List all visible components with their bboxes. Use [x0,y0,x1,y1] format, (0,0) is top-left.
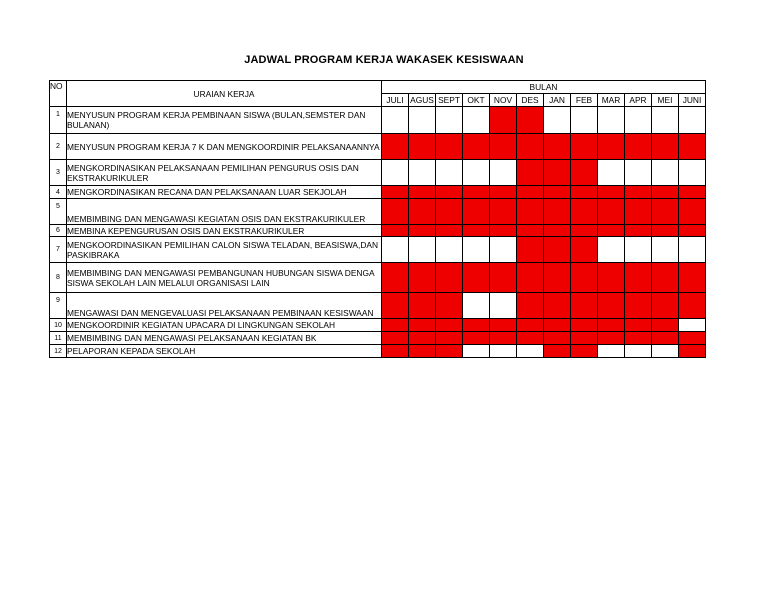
schedule-cell-nov [490,345,517,358]
schedule-cell-juni [679,134,706,160]
schedule-cell-okt [463,263,490,293]
schedule-cell-jan [544,225,571,237]
schedule-cell-mar [598,332,625,345]
schedule-cell-agus [409,319,436,332]
schedule-cell-apr [625,160,652,186]
schedule-cell-okt [463,134,490,160]
schedule-table [49,80,706,358]
row-number: 4 [50,186,67,199]
schedule-cell-apr [625,134,652,160]
page-title: JADWAL PROGRAM KERJA WAKASEK KESISWAAN [244,54,524,66]
schedule-cell-nov [490,225,517,237]
schedule-cell-mei [652,293,679,319]
schedule-cell-des [517,237,544,263]
row-number: 5 [50,199,67,225]
header-month-feb: FEB [571,94,598,107]
table-row [50,332,706,345]
schedule-cell-juli [382,345,409,358]
schedule-cell-feb [571,160,598,186]
schedule-cell-mar [598,225,625,237]
schedule-cell-agus [409,199,436,225]
task-description: MENGKOORDINIR KEGIATAN UPACARA DI LINGKUNGAN SEKOLAH [67,319,382,332]
schedule-cell-agus [409,237,436,263]
schedule-cell-agus [409,345,436,358]
schedule-cell-des [517,293,544,319]
row-number: 3 [50,160,67,186]
task-description: MEMBIMBING DAN MENGAWASI PEMBANGUNAN HUBUNGAN SISWA DENGA SISWA SEKOLAH LAIN MELALUI ORGANISASI LAIN [67,263,382,293]
schedule-cell-okt [463,293,490,319]
schedule-cell-okt [463,186,490,199]
table-row [50,319,706,332]
task-description: MEMBIMBING DAN MENGAWASI PELAKSANAAN KEGIATAN BK [67,332,382,345]
header-month-apr: APR [625,94,652,107]
schedule-cell-juli [382,186,409,199]
schedule-cell-mei [652,225,679,237]
row-number: 10 [50,319,67,332]
schedule-cell-agus [409,225,436,237]
header-month-agus: AGUS [410,95,434,105]
schedule-cell-sept [436,199,463,225]
row-number: 9 [50,293,67,319]
schedule-cell-jan [544,345,571,358]
schedule-cell-okt [463,345,490,358]
schedule-cell-okt [463,160,490,186]
header-row-top [50,81,706,94]
schedule-cell-sept [436,263,463,293]
schedule-cell-juni [679,199,706,225]
schedule-cell-nov [490,293,517,319]
table-row [50,134,706,160]
schedule-cell-feb [571,263,598,293]
schedule-cell-feb [571,319,598,332]
schedule-cell-juli [382,319,409,332]
schedule-cell-juni [679,332,706,345]
task-description: MENGKOORDINASIKAN PEMILIHAN CALON SISWA TELADAN, BEASISWA,DAN PASKIBRAKA [67,237,382,263]
schedule-cell-agus [409,107,436,134]
schedule-cell-mar [598,186,625,199]
schedule-cell-mei [652,319,679,332]
schedule-cell-mei [652,199,679,225]
schedule-cell-agus [409,134,436,160]
schedule-cell-apr [625,345,652,358]
schedule-cell-apr [625,237,652,263]
schedule-cell-sept [436,293,463,319]
schedule-cell-apr [625,332,652,345]
table-row [50,345,706,358]
row-number: 8 [50,263,67,293]
schedule-cell-sept [436,345,463,358]
header-month-mei: MEI [652,94,679,107]
schedule-cell-apr [625,199,652,225]
schedule-cell-juni [679,319,706,332]
schedule-cell-juni [679,160,706,186]
schedule-cell-des [517,319,544,332]
schedule-body [50,107,706,358]
header-month-des: DES [517,94,544,107]
task-description: MEMBIMBING DAN MENGAWASI KEGIATAN OSIS DAN EKSTRAKURIKULER [67,199,382,225]
table-row [50,186,706,199]
schedule-cell-mei [652,332,679,345]
header-month-nov: NOV [490,94,517,107]
table-row [50,293,706,319]
schedule-cell-jan [544,134,571,160]
schedule-cell-feb [571,107,598,134]
schedule-cell-juli [382,225,409,237]
header-month-okt: OKT [463,94,490,107]
schedule-cell-jan [544,186,571,199]
schedule-cell-mei [652,134,679,160]
task-description: MENGKORDINASIKAN RECANA DAN PELAKSANAAN LUAR SEKJOLAH [67,186,382,199]
schedule-cell-juni [679,107,706,134]
schedule-cell-sept [436,134,463,160]
schedule-cell-feb [571,237,598,263]
task-description: MENYUSUN PROGRAM KERJA 7 K DAN MENGKOORDINIR PELAKSANAANNYA [67,134,382,160]
table-row [50,107,706,134]
schedule-cell-jan [544,319,571,332]
schedule-cell-mei [652,237,679,263]
schedule-cell-juli [382,237,409,263]
schedule-cell-feb [571,225,598,237]
schedule-cell-okt [463,237,490,263]
schedule-cell-des [517,345,544,358]
schedule-cell-juni [679,345,706,358]
schedule-cell-sept [436,332,463,345]
header-month-jan: JAN [544,94,571,107]
row-number: 2 [50,134,67,160]
schedule-cell-juni [679,225,706,237]
schedule-cell-mei [652,107,679,134]
schedule-cell-nov [490,199,517,225]
schedule-cell-jan [544,107,571,134]
schedule-cell-nov [490,186,517,199]
schedule-cell-nov [490,134,517,160]
schedule-cell-des [517,107,544,134]
schedule-cell-mei [652,160,679,186]
header-no: NO [50,81,67,107]
schedule-cell-apr [625,319,652,332]
schedule-cell-okt [463,319,490,332]
task-description: MENGAWASI DAN MENGEVALUASI PELAKSANAAN PEMBINAAN KESISWAAN [67,293,382,319]
schedule-cell-feb [571,199,598,225]
schedule-cell-des [517,263,544,293]
schedule-cell-juni [679,186,706,199]
schedule-cell-sept [436,237,463,263]
schedule-cell-juli [382,107,409,134]
schedule-cell-juli [382,199,409,225]
schedule-cell-feb [571,186,598,199]
table-row [50,199,706,225]
schedule-cell-feb [571,345,598,358]
schedule-cell-des [517,160,544,186]
schedule-cell-jan [544,237,571,263]
schedule-cell-juli [382,263,409,293]
row-number: 1 [50,107,67,134]
header-month-juni: JUNI [679,94,706,107]
schedule-cell-agus [409,160,436,186]
schedule-cell-agus [409,263,436,293]
row-number: 12 [50,345,67,358]
row-number: 7 [50,237,67,263]
schedule-cell-feb [571,134,598,160]
schedule-cell-okt [463,225,490,237]
schedule-cell-jan [544,293,571,319]
schedule-cell-mar [598,345,625,358]
task-description: PELAPORAN KEPADA SEKOLAH [67,345,382,358]
schedule-cell-mar [598,160,625,186]
schedule-cell-mar [598,319,625,332]
schedule-cell-sept [436,160,463,186]
schedule-cell-jan [544,199,571,225]
schedule-cell-sept [436,186,463,199]
task-description: MEMBINA KEPENGURUSAN OSIS DAN EKSTRAKURIKULER [67,225,382,237]
schedule-cell-sept [436,319,463,332]
schedule-cell-feb [571,332,598,345]
schedule-cell-nov [490,107,517,134]
schedule-cell-apr [625,293,652,319]
header-month-mar: MAR [598,94,625,107]
schedule-cell-nov [490,263,517,293]
schedule-cell-des [517,199,544,225]
table-row [50,263,706,293]
header-month-group: BULAN [382,81,706,94]
schedule-cell-agus [409,332,436,345]
schedule-cell-des [517,225,544,237]
schedule-cell-juli [382,134,409,160]
schedule-cell-nov [490,237,517,263]
task-description: MENGKORDINASIKAN PELAKSANAAN PEMILIHAN PENGURUS OSIS DAN EKSTRAKURIKULER [67,160,382,186]
schedule-cell-jan [544,263,571,293]
row-number: 11 [50,332,67,345]
schedule-cell-okt [463,107,490,134]
table-row [50,225,706,237]
schedule-cell-mei [652,263,679,293]
schedule-cell-mei [652,186,679,199]
schedule-cell-juli [382,160,409,186]
schedule-cell-okt [463,199,490,225]
header-month-juli: JULI [382,94,409,107]
schedule-cell-des [517,186,544,199]
schedule-cell-juli [382,293,409,319]
schedule-cell-des [517,332,544,345]
schedule-cell-mar [598,199,625,225]
table-row [50,160,706,186]
schedule-cell-mar [598,263,625,293]
schedule-cell-nov [490,332,517,345]
schedule-cell-feb [571,293,598,319]
schedule-cell-agus [409,293,436,319]
schedule-cell-mar [598,134,625,160]
schedule-cell-apr [625,225,652,237]
schedule-cell-okt [463,332,490,345]
schedule-cell-agus [409,186,436,199]
schedule-cell-sept [436,107,463,134]
schedule-cell-mar [598,293,625,319]
schedule-cell-nov [490,160,517,186]
schedule-cell-jan [544,160,571,186]
schedule-cell-mar [598,107,625,134]
schedule-cell-sept [436,225,463,237]
schedule-cell-des [517,134,544,160]
schedule-cell-juni [679,237,706,263]
row-number: 6 [50,225,67,237]
task-description: MENYUSUN PROGRAM KERJA PEMBINAAN SISWA (BULAN,SEMSTER DAN BULANAN) [67,107,382,134]
schedule-cell-apr [625,263,652,293]
schedule-cell-juni [679,293,706,319]
schedule-cell-apr [625,107,652,134]
schedule-cell-apr [625,186,652,199]
schedule-cell-juni [679,263,706,293]
schedule-cell-juli [382,332,409,345]
schedule-cell-nov [490,319,517,332]
schedule-cell-jan [544,332,571,345]
schedule-cell-mar [598,237,625,263]
schedule-cell-mei [652,345,679,358]
header-task: URAIAN KERJA [67,81,382,107]
table-row [50,237,706,263]
header-month-sept: SEPT [436,94,463,107]
